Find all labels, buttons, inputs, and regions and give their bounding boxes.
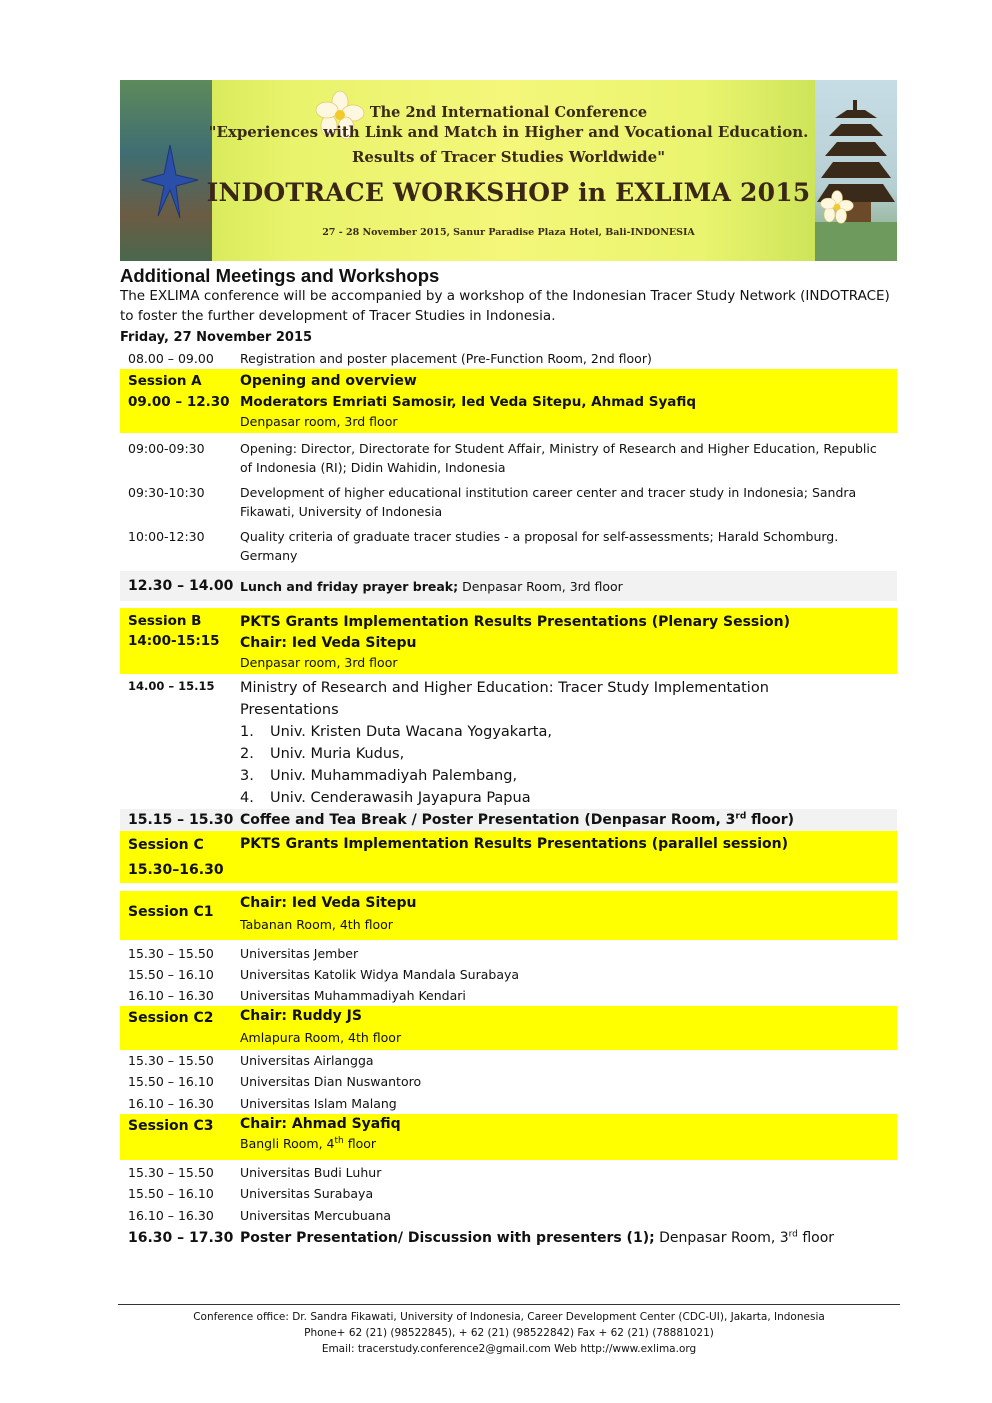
row-text: Universitas Budi Luhur	[240, 1165, 382, 1180]
lunch-row	[120, 571, 897, 601]
row-text: Universitas Jember	[240, 946, 359, 961]
schedule-row	[120, 483, 897, 521]
session-label: Session C	[128, 837, 204, 853]
banner-date-venue: 27 - 28 November 2015, Sanur Paradise Plaza Hotel, Bali-INDONESIA	[322, 227, 695, 238]
session-c1-header	[120, 891, 897, 940]
schedule-row	[120, 1071, 897, 1093]
row-text: Universitas Dian Nuswantoro	[240, 1074, 422, 1089]
page-title: Additional Meetings and Workshops	[120, 265, 440, 286]
session-b-header	[120, 608, 897, 674]
row-text: Development of higher educational institution career center and tracer study in Indonesia; Sandra Fikawati, University of Indonesia	[240, 485, 857, 519]
footer-phone: Phone+ 62 (21) (98522845), + 62 (21) (98522842) Fax + 62 (21) (78881021)	[304, 1327, 714, 1339]
session-title: PKTS Grants Implementation Results Presentations (parallel session)	[240, 836, 788, 852]
session-moderators: Moderators Emriati Samosir, Ied Veda Sitepu, Ahmad Syafiq	[240, 394, 697, 410]
session-title: Opening and overview	[240, 373, 417, 389]
break-label: Coffee and Tea Break / Poster Presentation (Denpasar Room, 3	[240, 812, 736, 828]
row-time: 10:00-12:30	[128, 529, 205, 544]
session-label: Session C1	[128, 904, 214, 920]
row-time: 16.10 – 16.30	[128, 1208, 214, 1223]
schedule-row	[120, 1050, 897, 1071]
session-c3-header	[120, 1114, 897, 1160]
list-item: 4. Univ. Cenderawasih Jayapura Papua	[240, 790, 531, 806]
day-heading: Friday, 27 November 2015	[120, 330, 313, 345]
coffee-break-row: 15.15 – 15.30 Coffee and Tea Break / Poster Presentation (Denpasar Room, 3rd floor)	[120, 809, 897, 831]
schedule-row	[120, 349, 897, 369]
footer-divider	[118, 1304, 900, 1305]
row-time: 09:30-10:30	[128, 485, 205, 500]
row-text: Quality criteria of graduate tracer studies - a proposal for self-assessments; Harald Schomburg. Germany	[240, 529, 839, 563]
row-time: 15.30 – 15.50	[128, 946, 214, 961]
row-time: 16.30 – 17.30	[128, 1230, 234, 1246]
row-text: Universitas Surabaya	[240, 1186, 374, 1201]
banner-line-1: The 2nd International Conference	[369, 104, 648, 121]
footer	[118, 1309, 900, 1357]
row-time: 15.30 – 15.50	[128, 1165, 214, 1180]
conference-banner	[120, 80, 897, 261]
row-time: 15.50 – 16.10	[128, 967, 214, 982]
session-chair: Chair: Ied Veda Sitepu	[240, 635, 417, 651]
schedule-row	[120, 527, 897, 565]
session-room: Denpasar room, 3rd floor	[240, 414, 398, 429]
row-text: Universitas Katolik Widya Mandala Surabaya	[240, 967, 520, 982]
plenary-title: Ministry of Research and Higher Education: Tracer Study Implementation Presentations	[240, 680, 769, 718]
row-time: 15.30 – 15.50	[128, 1053, 214, 1068]
row-time: 09:00-09:30	[128, 441, 205, 456]
session-a-header	[120, 369, 897, 433]
row-time: 16.10 – 16.30	[128, 988, 214, 1003]
row-time: 14.00 – 15.15	[128, 679, 215, 693]
plenary-block	[120, 674, 897, 809]
row-time: 15.50 – 16.10	[128, 1074, 214, 1089]
session-label: Session A	[128, 373, 202, 389]
session-c-header	[120, 831, 897, 883]
row-text: Universitas Muhammadiyah Kendari	[240, 988, 466, 1003]
document-page	[120, 80, 897, 1250]
session-c2-header	[120, 1006, 897, 1050]
intro-paragraph: The EXLIMA conference will be accompanied by a workshop of the Indonesian Tracer Study Network (INDOTRACE) to foster the further development of Tracer Studies in Indonesia.	[120, 288, 890, 324]
footer-office: Conference office: Dr. Sandra Fikawati, University of Indonesia, Career Development Center (CDC-UI), Jakarta, Indonesia	[193, 1311, 825, 1323]
list-item: 1. Univ. Kristen Duta Wacana Yogyakarta,	[240, 724, 552, 740]
schedule-row	[120, 1093, 897, 1114]
break-label: Lunch and friday prayer break;	[240, 578, 459, 594]
row-time: 15.15 – 15.30	[128, 812, 234, 828]
session-room: Amlapura Room, 4th floor	[240, 1030, 402, 1045]
session-label: Session C3	[128, 1118, 214, 1134]
session-time: 15.30–16.30	[128, 862, 224, 878]
session-chair: Chair: Ruddy JS	[240, 1008, 362, 1024]
session-time: 09.00 – 12.30	[128, 394, 230, 410]
banner-workshop-title: INDOTRACE WORKSHOP in EXLIMA 2015	[206, 178, 811, 207]
row-time: 16.10 – 16.30	[128, 1096, 214, 1111]
row-time: 08.00 – 09.00	[128, 351, 214, 366]
schedule-row	[120, 1162, 897, 1183]
schedule-row	[120, 439, 897, 477]
footer-contact: Email: tracerstudy.conference2@gmail.com Web http://www.exlima.org	[321, 1343, 697, 1355]
session-label: Session B	[128, 613, 202, 629]
row-time: 12.30 – 14.00	[128, 578, 234, 594]
banner-line-3: Results of Tracer Studies Worldwide"	[351, 148, 666, 166]
row-text: Registration and poster placement (Pre-Function Room, 2nd floor)	[240, 351, 652, 366]
break-room: Denpasar Room, 3rd floor	[458, 578, 623, 594]
schedule-row	[120, 985, 897, 1006]
list-item: 2. Univ. Muria Kudus,	[240, 746, 405, 762]
row-text: Opening: Director, Directorate for Student Affair, Ministry of Research and Higher Education, Republic of Indonesia (RI); Didin Wahidin, Indonesia	[240, 441, 877, 475]
session-room: Denpasar room, 3rd floor	[240, 655, 398, 670]
session-label: Session C2	[128, 1010, 214, 1026]
schedule-row	[120, 943, 897, 964]
schedule-row	[120, 1183, 897, 1205]
session-chair: Chair: Ied Veda Sitepu	[240, 895, 417, 911]
row-time: 15.50 – 16.10	[128, 1186, 214, 1201]
banner-line-2: "Experiences with Link and Match in Higher and Vocational Education.	[208, 123, 809, 141]
poster-row: 16.30 – 17.30 Poster Presentation/ Discussion with presenters (1); Denpasar Room, 3rd floor	[120, 1226, 897, 1250]
schedule-row	[120, 1205, 897, 1226]
session-title: PKTS Grants Implementation Results Presentations (Plenary Session)	[240, 614, 791, 630]
poster-label: Poster Presentation/ Discussion with presenters (1);	[240, 1230, 655, 1246]
session-room: Bangli Room, 4th floor	[240, 1135, 377, 1151]
session-room: Tabanan Room, 4th floor	[240, 917, 393, 932]
row-text: Universitas Mercubuana	[240, 1208, 392, 1223]
schedule-row	[120, 964, 897, 985]
row-text: Universitas Islam Malang	[240, 1096, 397, 1111]
session-time: 14:00-15:15	[128, 633, 220, 649]
session-chair: Chair: Ahmad Syafiq	[240, 1116, 401, 1132]
row-text: Universitas Airlangga	[240, 1053, 374, 1068]
list-item: 3. Univ. Muhammadiyah Palembang,	[240, 768, 518, 784]
